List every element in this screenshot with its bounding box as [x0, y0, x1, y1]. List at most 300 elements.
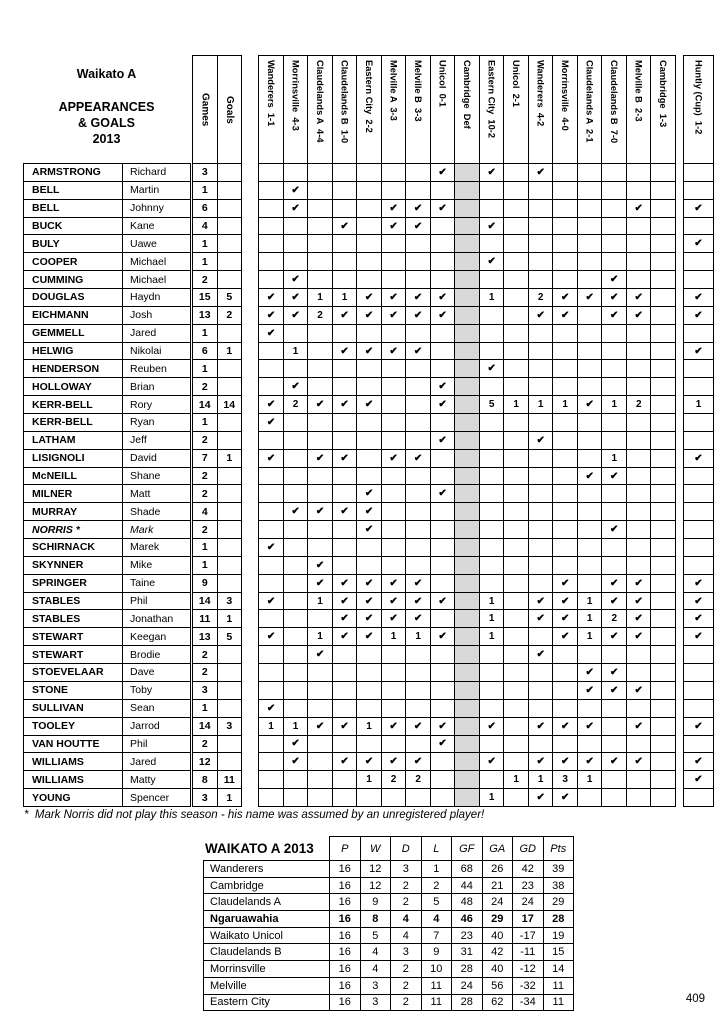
player-surname: LISIGNOLI — [24, 450, 123, 468]
appearance-cell: ✔ — [284, 289, 309, 307]
appearance-cell — [308, 378, 333, 396]
appearance-cell: ✔ — [480, 218, 505, 236]
appearance-cell — [504, 789, 529, 807]
player-surname: EICHMANN — [24, 307, 123, 325]
appearance-cell — [684, 646, 714, 664]
appearance-cell — [602, 557, 627, 575]
appearance-cell: ✔ — [529, 164, 554, 182]
league-value-cell: 3 — [361, 995, 392, 1012]
appearance-cell — [455, 378, 480, 396]
appearance-grid — [258, 55, 676, 807]
appearance-cell — [382, 360, 407, 378]
appearance-cell — [382, 557, 407, 575]
appearance-cell — [480, 557, 505, 575]
appearance-cell — [284, 557, 309, 575]
appearance-cell — [259, 736, 284, 754]
appearance-cell — [382, 521, 407, 539]
appearance-cell: ✔ — [529, 307, 554, 325]
appearance-cell — [553, 182, 578, 200]
league-value-cell: 16 — [330, 928, 361, 945]
appearance-cell — [406, 235, 431, 253]
huntly-cup-column — [683, 55, 714, 807]
appearance-cell — [602, 360, 627, 378]
appearance-cell — [406, 682, 431, 700]
appearance-cell — [284, 628, 309, 646]
appearance-cell — [504, 271, 529, 289]
appearance-cell — [684, 557, 714, 575]
appearance-cell — [529, 253, 554, 271]
appearance-cell — [455, 521, 480, 539]
appearance-cell — [431, 235, 456, 253]
match-column-header — [333, 56, 358, 164]
league-column-header: GF — [452, 836, 483, 861]
appearance-cell — [455, 700, 480, 718]
page-number: 409 — [685, 993, 705, 1005]
appearance-cell — [333, 682, 358, 700]
appearance-cell — [455, 325, 480, 343]
appearance-cell: ✔ — [259, 307, 284, 325]
goals-total-cell: 5 — [218, 628, 243, 646]
games-goals-table — [192, 55, 242, 807]
games-total-cell: 2 — [193, 378, 218, 396]
appearance-cell — [651, 253, 676, 271]
appearance-cell: 1 — [357, 718, 382, 736]
appearance-cell: ✔ — [553, 575, 578, 593]
appearance-cell — [431, 557, 456, 575]
games-total-cell: 3 — [193, 164, 218, 182]
appearance-cell — [651, 468, 676, 486]
appearance-cell: 1 — [529, 396, 554, 414]
appearance-cell — [455, 414, 480, 432]
appearance-cell — [284, 646, 309, 664]
appearance-cell — [553, 414, 578, 432]
appearance-cell — [455, 753, 480, 771]
appearance-cell — [455, 485, 480, 503]
appearance-cell — [382, 539, 407, 557]
player-firstname: Martin — [123, 182, 191, 200]
appearance-cell — [308, 200, 333, 218]
appearance-cell: ✔ — [684, 628, 714, 646]
appearance-cell: ✔ — [406, 610, 431, 628]
goals-total-cell — [218, 164, 243, 182]
appearance-cell — [578, 414, 603, 432]
appearance-cell — [308, 414, 333, 432]
appearance-cell — [529, 200, 554, 218]
appearance-cell — [553, 450, 578, 468]
appearance-cell — [627, 789, 652, 807]
appearance-cell — [406, 164, 431, 182]
appearance-cell — [627, 521, 652, 539]
league-value-cell: 15 — [544, 944, 575, 961]
appearance-cell — [504, 164, 529, 182]
league-value-cell: 62 — [483, 995, 514, 1012]
appearance-cell — [504, 718, 529, 736]
appearance-cell — [651, 557, 676, 575]
appearance-cell: ✔ — [602, 682, 627, 700]
appearance-cell — [529, 182, 554, 200]
league-value-cell: 2 — [391, 995, 422, 1012]
appearance-cell: ✔ — [357, 610, 382, 628]
league-value-cell: 11 — [422, 978, 453, 995]
appearance-cell — [627, 468, 652, 486]
appearance-cell — [455, 789, 480, 807]
appearance-cell — [651, 736, 676, 754]
appearance-cell: ✔ — [406, 200, 431, 218]
appearance-cell — [284, 682, 309, 700]
appearance-cell: ✔ — [382, 450, 407, 468]
appearance-cell — [651, 360, 676, 378]
appearance-cell — [480, 575, 505, 593]
appearance-cell — [308, 521, 333, 539]
player-surname: YOUNG — [24, 789, 123, 807]
appearance-cell — [308, 271, 333, 289]
goals-column-header — [218, 56, 243, 164]
appearance-cell — [333, 646, 358, 664]
appearance-cell — [357, 414, 382, 432]
appearance-cell — [529, 414, 554, 432]
appearance-cell: ✔ — [684, 575, 714, 593]
appearance-cell — [259, 182, 284, 200]
player-surname: STOEVELAAR — [24, 664, 123, 682]
player-firstname: Toby — [123, 682, 191, 700]
appearance-cell — [553, 253, 578, 271]
player-firstname: Matt — [123, 485, 191, 503]
league-value-cell: 42 — [513, 861, 544, 878]
appearance-cell: 1 — [480, 628, 505, 646]
appearance-cell — [602, 182, 627, 200]
player-surname: SCHIRNACK — [24, 539, 123, 557]
goals-total-cell — [218, 271, 243, 289]
appearance-cell: 1 — [308, 628, 333, 646]
match-column-header — [259, 56, 284, 164]
huntly-column-header — [684, 56, 714, 164]
appearance-cell — [529, 343, 554, 361]
appearance-cell — [627, 700, 652, 718]
games-total-cell: 14 — [193, 396, 218, 414]
appearance-cell — [406, 378, 431, 396]
appearance-cell — [684, 468, 714, 486]
appearance-cell: ✔ — [431, 736, 456, 754]
league-value-cell: 5 — [361, 928, 392, 945]
goals-total-cell — [218, 664, 243, 682]
appearance-cell: ✔ — [602, 307, 627, 325]
appearance-cell: ✔ — [382, 218, 407, 236]
league-value-cell: 39 — [544, 861, 575, 878]
appearance-cell — [455, 628, 480, 646]
league-value-cell: 46 — [452, 911, 483, 928]
appearance-cell — [480, 325, 505, 343]
league-value-cell: 24 — [483, 894, 514, 911]
appearance-cell — [504, 253, 529, 271]
appearance-cell — [602, 253, 627, 271]
appearance-cell — [284, 450, 309, 468]
appearance-cell: ✔ — [431, 432, 456, 450]
appearance-cell — [455, 539, 480, 557]
appearance-cell — [651, 450, 676, 468]
appearance-cell: ✔ — [602, 521, 627, 539]
appearance-cell — [504, 753, 529, 771]
appearance-cell: ✔ — [578, 396, 603, 414]
appearance-cell — [480, 450, 505, 468]
appearance-cell — [651, 414, 676, 432]
match-column-header-label: Melville A 3-3 — [388, 60, 399, 121]
appearance-cell — [480, 432, 505, 450]
appearance-cell: ✔ — [382, 753, 407, 771]
appearance-cell — [357, 325, 382, 343]
appearance-cell: ✔ — [357, 593, 382, 611]
appearance-cell — [382, 396, 407, 414]
league-value-cell: 4 — [361, 961, 392, 978]
player-firstname: Jarrod — [123, 718, 191, 736]
match-column-header-label: Claudelands B 7-0 — [608, 60, 619, 144]
appearance-cell — [578, 182, 603, 200]
games-total-cell: 8 — [193, 771, 218, 789]
player-surname: ARMSTRONG — [24, 164, 123, 182]
player-surname: BULY — [24, 235, 123, 253]
appearance-cell — [382, 271, 407, 289]
appearance-cell — [333, 182, 358, 200]
appearance-cell — [684, 521, 714, 539]
league-team-cell: Claudelands B — [203, 944, 330, 961]
appearance-cell — [357, 736, 382, 754]
appearance-cell: ✔ — [259, 628, 284, 646]
appearance-cell — [578, 200, 603, 218]
appearance-cell — [651, 521, 676, 539]
appearance-cell — [333, 360, 358, 378]
appearance-cell: 1 — [480, 289, 505, 307]
appearance-cell: ✔ — [431, 164, 456, 182]
appearance-cell — [651, 218, 676, 236]
appearance-cell — [578, 325, 603, 343]
appearance-cell — [504, 646, 529, 664]
appearance-cell — [504, 610, 529, 628]
games-total-cell: 2 — [193, 432, 218, 450]
appearance-cell — [553, 468, 578, 486]
appearance-cell — [431, 521, 456, 539]
appearance-cell — [406, 271, 431, 289]
league-team-cell: Ngaruawahia — [203, 911, 330, 928]
appearance-cell — [553, 218, 578, 236]
appearance-cell — [455, 610, 480, 628]
appearance-cell: 1 — [684, 396, 714, 414]
appearance-cell: ✔ — [602, 289, 627, 307]
appearance-cell — [259, 271, 284, 289]
huntly-column-header-label: Huntly (Cup) 1-2 — [693, 60, 704, 135]
player-surname: STEWART — [24, 646, 123, 664]
appearance-cell: 2 — [284, 396, 309, 414]
appearance-cell — [627, 164, 652, 182]
appearance-cell — [553, 360, 578, 378]
appearance-cell — [651, 664, 676, 682]
appearance-cell — [382, 468, 407, 486]
appearance-cell — [308, 164, 333, 182]
appearance-cell — [259, 343, 284, 361]
league-value-cell: 4 — [422, 911, 453, 928]
games-total-cell: 14 — [193, 718, 218, 736]
appearance-cell — [480, 771, 505, 789]
appearance-cell — [259, 253, 284, 271]
appearance-cell — [529, 468, 554, 486]
appearance-cell — [504, 664, 529, 682]
appearance-cell — [382, 432, 407, 450]
appearance-cell: ✔ — [382, 289, 407, 307]
appearance-cell — [284, 235, 309, 253]
goals-total-cell: 3 — [218, 718, 243, 736]
goals-total-cell — [218, 414, 243, 432]
appearance-cell: ✔ — [382, 610, 407, 628]
appearance-cell — [504, 414, 529, 432]
appearance-cell — [333, 414, 358, 432]
appearance-cell: ✔ — [406, 289, 431, 307]
title-spacer — [23, 82, 190, 99]
goals-total-cell: 5 — [218, 289, 243, 307]
appearance-cell — [553, 485, 578, 503]
appearance-cell — [504, 182, 529, 200]
appearance-cell: 1 — [602, 450, 627, 468]
appearance-cell — [504, 485, 529, 503]
appearance-cell — [431, 664, 456, 682]
appearance-cell — [406, 789, 431, 807]
appearance-cell — [553, 432, 578, 450]
appearance-cell — [308, 664, 333, 682]
appearance-cell: ✔ — [553, 593, 578, 611]
appearance-cell — [627, 271, 652, 289]
appearance-cell — [504, 736, 529, 754]
appearance-cell — [578, 557, 603, 575]
league-value-cell: 4 — [361, 944, 392, 961]
appearance-cell — [627, 235, 652, 253]
appearance-cell — [602, 325, 627, 343]
player-firstname: Haydn — [123, 289, 191, 307]
league-value-cell: 7 — [422, 928, 453, 945]
appearance-cell — [504, 450, 529, 468]
goals-total-cell: 1 — [218, 343, 243, 361]
appearance-cell: ✔ — [259, 325, 284, 343]
appearance-cell: 2 — [602, 610, 627, 628]
appearance-cell — [480, 700, 505, 718]
appearance-cell — [431, 218, 456, 236]
goals-total-cell — [218, 325, 243, 343]
appearance-cell — [529, 521, 554, 539]
match-column-header-label: Eastern City 10-2 — [486, 60, 497, 139]
league-value-cell: 3 — [361, 978, 392, 995]
appearance-cell — [504, 200, 529, 218]
player-name-table — [23, 163, 191, 807]
appearance-cell — [684, 414, 714, 432]
match-column-header — [284, 56, 309, 164]
appearance-cell — [684, 182, 714, 200]
appearance-cell: ✔ — [602, 468, 627, 486]
appearance-cell — [308, 485, 333, 503]
appearance-cell: ✔ — [406, 450, 431, 468]
appearance-cell: ✔ — [684, 200, 714, 218]
appearance-cell — [455, 271, 480, 289]
league-value-cell: 23 — [513, 878, 544, 895]
player-firstname: Matty — [123, 771, 191, 789]
appearance-cell: 1 — [578, 610, 603, 628]
player-firstname: David — [123, 450, 191, 468]
appearance-cell — [480, 521, 505, 539]
player-surname: HENDERSON — [24, 360, 123, 378]
appearance-cell — [651, 593, 676, 611]
appearance-cell — [627, 664, 652, 682]
appearance-cell — [553, 557, 578, 575]
appearance-cell — [284, 468, 309, 486]
appearance-cell — [455, 557, 480, 575]
league-column-header: W — [361, 836, 392, 861]
appearance-cell — [684, 218, 714, 236]
appearance-cell — [602, 736, 627, 754]
league-value-cell: 24 — [452, 978, 483, 995]
league-value-cell: 23 — [452, 928, 483, 945]
appearance-cell — [284, 610, 309, 628]
player-surname: SPRINGER — [24, 575, 123, 593]
appearance-cell — [259, 200, 284, 218]
appearance-cell — [651, 718, 676, 736]
appearance-cell: ✔ — [684, 450, 714, 468]
league-value-cell: 9 — [361, 894, 392, 911]
appearance-cell — [651, 182, 676, 200]
appearance-cell: ✔ — [382, 575, 407, 593]
appearance-cell — [406, 360, 431, 378]
appearance-cell: ✔ — [431, 718, 456, 736]
appearance-cell — [455, 235, 480, 253]
appearance-cell: ✔ — [602, 664, 627, 682]
league-value-cell: 2 — [391, 961, 422, 978]
appearance-cell — [578, 432, 603, 450]
appearance-cell — [333, 235, 358, 253]
appearance-cell — [480, 414, 505, 432]
goals-total-cell — [218, 682, 243, 700]
games-total-cell: 6 — [193, 343, 218, 361]
match-column-header — [553, 56, 578, 164]
appearance-cell — [504, 593, 529, 611]
appearance-cell — [651, 432, 676, 450]
appearance-cell — [259, 521, 284, 539]
goals-total-cell — [218, 503, 243, 521]
appearance-cell — [308, 771, 333, 789]
goals-total-cell — [218, 468, 243, 486]
appearance-cell: ✔ — [602, 271, 627, 289]
league-value-cell: 16 — [330, 961, 361, 978]
appearance-cell: ✔ — [333, 450, 358, 468]
appearance-cell: ✔ — [578, 753, 603, 771]
appearance-cell — [406, 700, 431, 718]
player-firstname: Sean — [123, 700, 191, 718]
appearance-cell — [333, 468, 358, 486]
appearance-cell — [455, 182, 480, 200]
appearance-cell — [455, 396, 480, 414]
appearance-cell — [455, 718, 480, 736]
appearance-cell — [357, 271, 382, 289]
player-firstname: Mike — [123, 557, 191, 575]
league-team-cell: Wanderers — [203, 861, 330, 878]
appearance-cell — [284, 164, 309, 182]
player-surname: HOLLOWAY — [24, 378, 123, 396]
appearance-cell: ✔ — [602, 575, 627, 593]
appearance-cell: ✔ — [627, 575, 652, 593]
appearance-cell — [406, 253, 431, 271]
appearance-cell: ✔ — [431, 200, 456, 218]
match-column-header-label: Cambridge 1-3 — [658, 60, 668, 128]
appearance-cell — [480, 307, 505, 325]
league-value-cell: 19 — [544, 928, 575, 945]
goals-total-cell — [218, 378, 243, 396]
appearance-cell — [284, 218, 309, 236]
appearance-cell — [455, 646, 480, 664]
player-firstname: Phil — [123, 736, 191, 754]
appearance-cell — [480, 182, 505, 200]
